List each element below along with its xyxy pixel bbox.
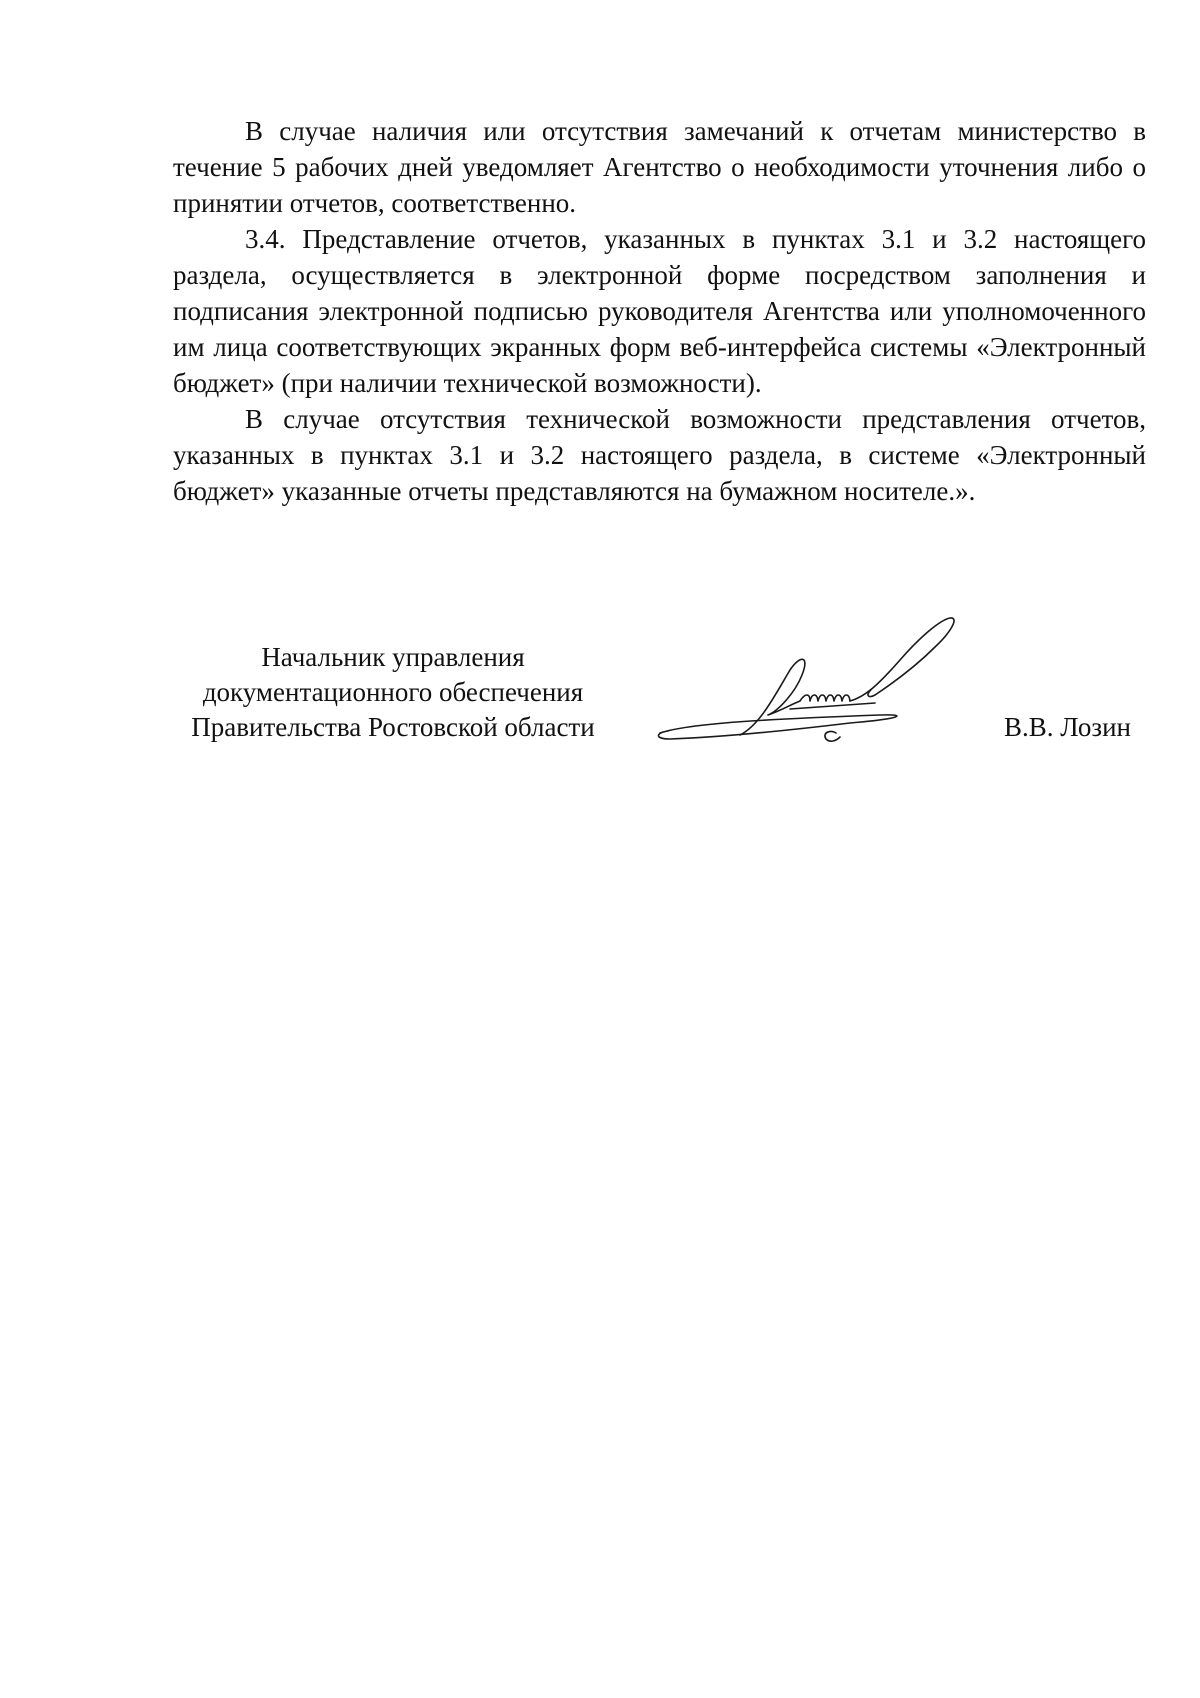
document-body xyxy=(173,113,1146,509)
paragraph-3-4-electronic-submission: 3.4. Представление отчетов, указанных в пунктах 3.1 и 3.2 настоящего раздела, осуществляется в электронной форме посредством заполнения и подписания электронной подписью руководителя Агентства или уполномоченного им лица соответствующих экранных форм веб-интерфейса системы «Электронный бюджет» (при наличии технической возможности). xyxy=(173,224,1146,398)
paragraph-paper-submission: В случае отсутствия технической возможности представления отчетов, указанных в пунктах 3.1 и 3.2 настоящего раздела, в системе «Электронный бюджет» указанные отчеты представляются на бумажном носителе.». xyxy=(173,404,1146,506)
paragraph-remarks-notice: В случае наличия или отсутствия замечаний к отчетам министерство в течение 5 рабочих дней уведомляет Агентство о необходимости уточнения либо о принятии отчетов, соответственно. xyxy=(173,116,1146,218)
signatory-name: В.В. Лозин xyxy=(1004,712,1131,742)
signature-block xyxy=(0,640,1200,780)
signatory-position: Начальник управления документационного обеспечения Правительства Ростовской области xyxy=(191,642,595,742)
handwritten-signature xyxy=(650,615,990,765)
